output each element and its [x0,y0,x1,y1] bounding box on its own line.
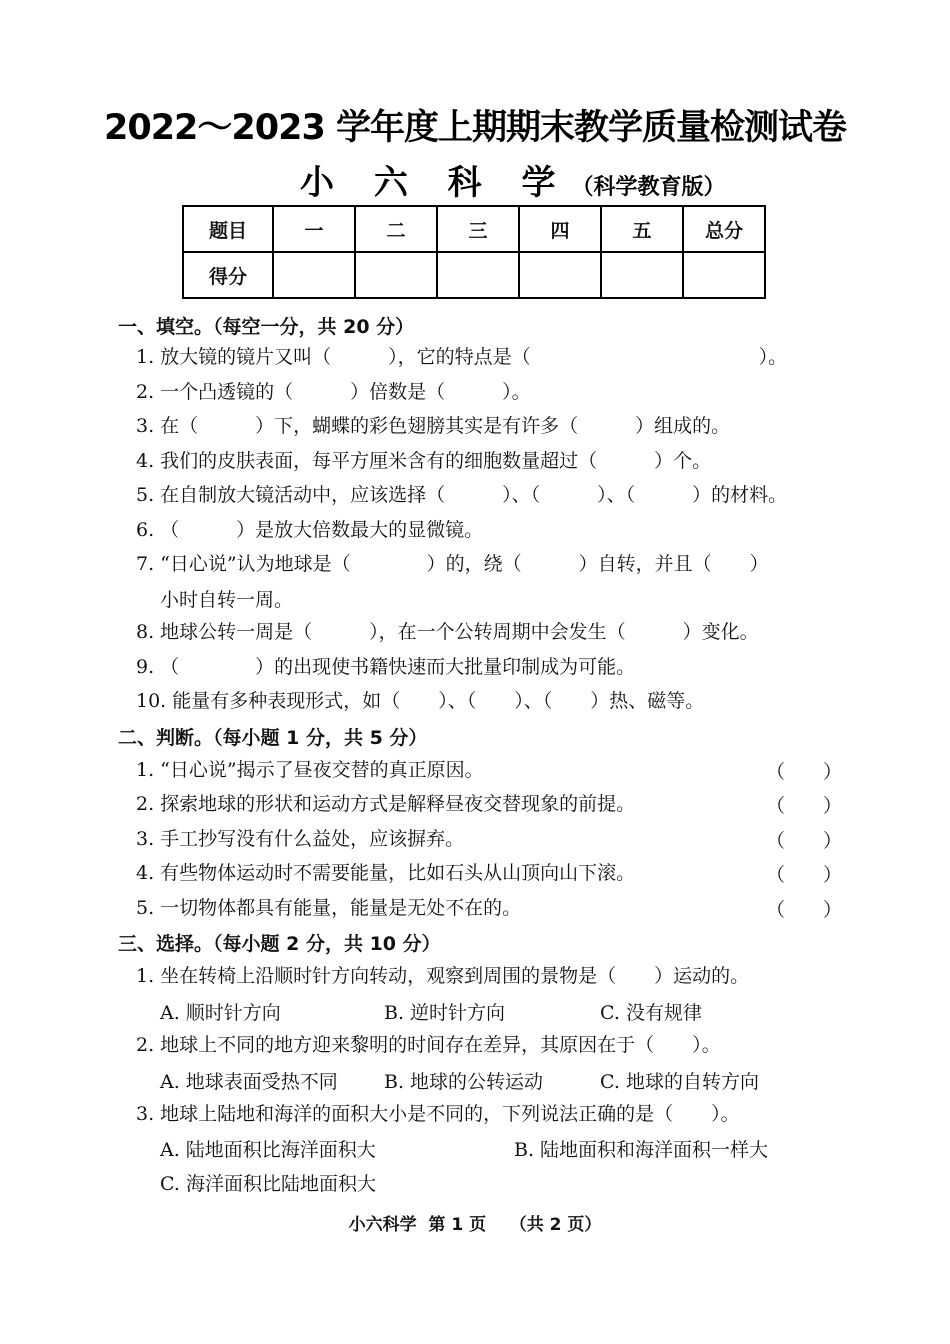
subject-title [300,155,726,204]
option-a[interactable]: A. 陆地面积比海洋面积大 [160,1139,376,1161]
option-c[interactable]: C. 没有规律 [600,1002,702,1024]
option-c[interactable]: C. 海洋面积比陆地面积大 [160,1173,376,1195]
answer-blank[interactable]: （ ） [766,795,843,817]
question-item: 3. 在（ ）下，蝴蝶的彩色翅膀其实是有许多（ ）组成的。 [136,415,731,437]
score-table-header-cell: 三 [437,206,519,252]
option-c[interactable]: C. 地球的自转方向 [600,1071,759,1093]
score-table-header-cell: 题目 [183,206,273,252]
score-table-header-cell: 四 [519,206,601,252]
question-item: 4. 我们的皮肤表面，每平方厘米含有的细胞数量超过（ ）个。 [136,450,712,472]
question-item: 10. 能量有多种表现形式，如（ ）、（ ）、（ ）热、磁等。 [136,690,705,712]
edition-label: （科学教育版） [571,175,726,200]
question-item: 8. 地球公转一周是（ ），在一个公转周期中会发生（ ）变化。 [136,621,759,643]
option-b[interactable]: B. 地球的公转运动 [384,1071,544,1093]
question-item: 1. 坐在转椅上沿顺时针方向转动，观察到周围的景物是（ ）运动的。 [136,965,750,987]
question-item: 2. 地球上不同的地方迎来黎明的时间存在差异，其原因在于（ ）。 [136,1034,721,1056]
question-item: 3. 地球上陆地和海洋的面积大小是不同的，下列说法正确的是（ ）。 [136,1103,740,1125]
answer-blank[interactable]: （ ） [766,830,843,852]
question-item: 1. “日心说”揭示了昼夜交替的真正原因。 [136,759,484,781]
answer-blank[interactable]: （ ） [766,864,843,886]
option-b[interactable]: B. 逆时针方向 [384,1002,506,1024]
question-item: 2. 探索地球的形状和运动方式是解释昼夜交替现象的前提。 [136,793,636,815]
score-table-header-cell: 一 [273,206,355,252]
score-cell[interactable] [519,252,601,298]
question-item: 4. 有些物体运动时不需要能量，比如石头从山顶向山下滚。 [136,862,636,884]
score-table-header-cell: 总分 [683,206,765,252]
answer-blank[interactable]: （ ） [766,761,843,783]
option-b[interactable]: B. 陆地面积和海洋面积一样大 [514,1139,769,1161]
exam-title: 2022～2023 学年度上期期末教学质量检测试卷 [103,108,846,148]
question-item: 5. 在自制放大镜活动中，应该选择（ ）、（ ）、（ ）的材料。 [136,484,788,506]
question-item: 6. （ ）是放大倍数最大的显微镜。 [136,519,484,541]
score-table-header-cell: 五 [601,206,683,252]
subject-name: 小 六 科 学 [300,163,570,203]
question-item: 5. 一切物体都具有能量，能量是无处不在的。 [136,897,522,919]
question-item: 1. 放大镜的镜片又叫（ ），它的特点是（ ）。 [136,346,788,368]
score-table [182,205,766,299]
question-item: 7. “日心说”认为地球是（ ）的，绕（ ）自转，并且（ ） [136,553,769,575]
score-cell[interactable] [437,252,519,298]
score-table-header-cell: 二 [355,206,437,252]
option-a[interactable]: A. 顺时针方向 [160,1002,281,1024]
question-item: 3. 手工抄写没有什么益处，应该摒弃。 [136,828,465,850]
section-heading-fill-blank: 一、填空。（每空一分，共 20 分） [118,316,415,338]
option-a[interactable]: A. 地球表面受热不同 [160,1071,338,1093]
score-cell[interactable] [683,252,765,298]
question-continuation: 小时自转一周。 [160,589,294,611]
score-table-header-row [183,206,765,252]
score-cell[interactable] [355,252,437,298]
question-item: 2. 一个凸透镜的（ ）倍数是（ ）。 [136,381,531,403]
section-heading-judge: 二、判断。（每小题 1 分，共 5 分） [118,727,428,749]
answer-blank[interactable]: （ ） [766,899,843,921]
section-heading-choice: 三、选择。（每小题 2 分，共 10 分） [118,933,441,955]
score-row-label: 得分 [183,252,273,298]
question-item: 9. （ ）的出现使书籍快速而大批量印制成为可能。 [136,656,636,678]
score-cell[interactable] [601,252,683,298]
score-cell[interactable] [273,252,355,298]
page-footer: 小六科学 第 1 页 （共 2 页） [348,1215,602,1235]
score-table-score-row [183,252,765,298]
